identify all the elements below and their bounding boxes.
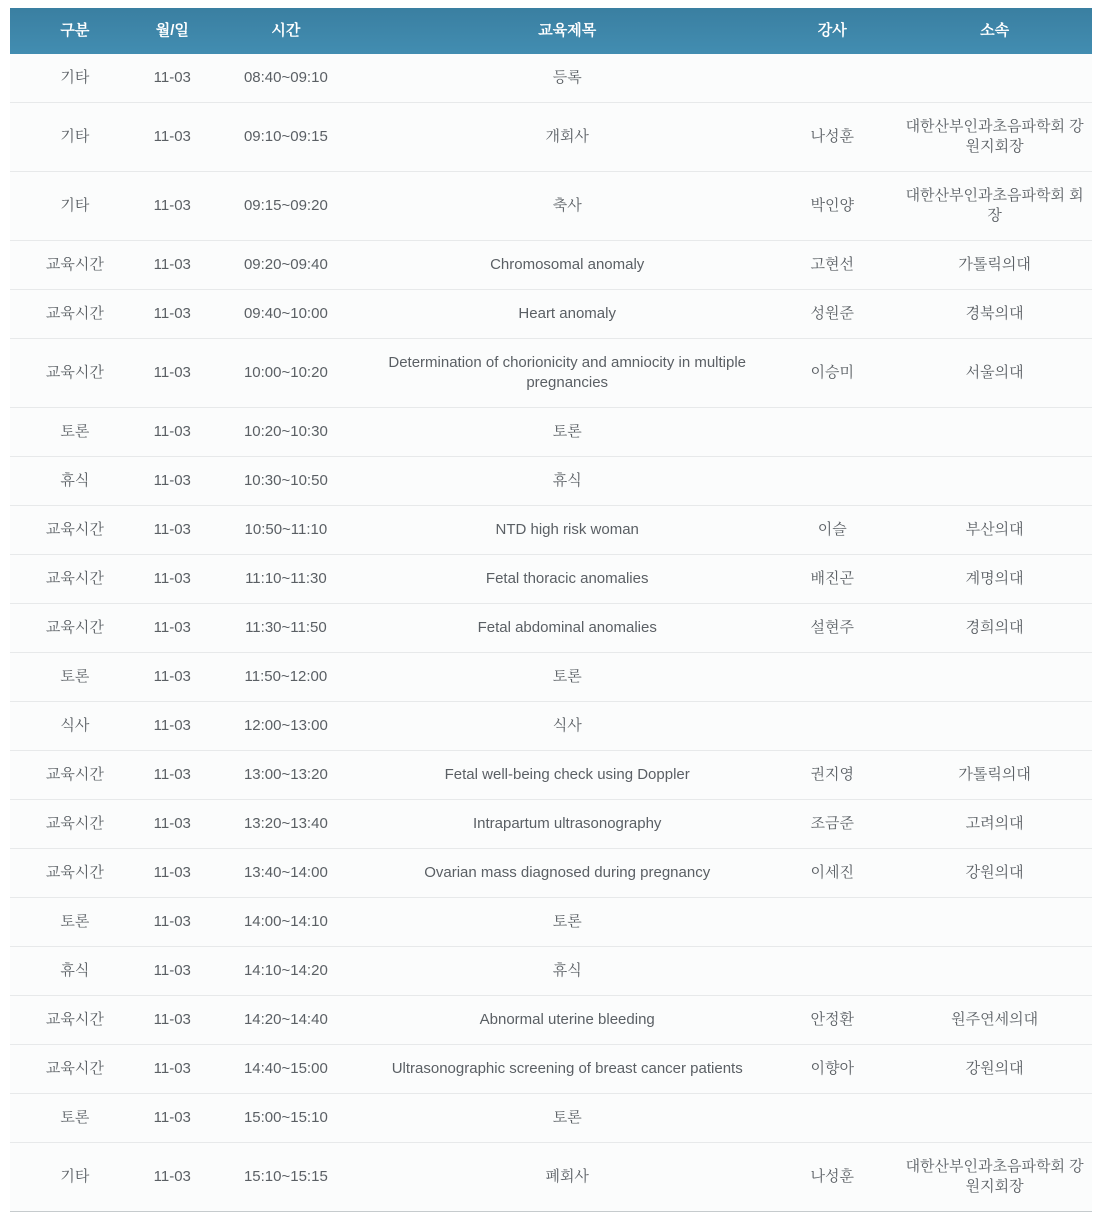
cell-affiliation: 가톨릭의대 (897, 241, 1092, 290)
cell-time: 14:10~14:20 (205, 947, 367, 996)
table-row (10, 604, 1092, 653)
cell-title: Fetal thoracic anomalies (367, 555, 767, 604)
cell-title: 식사 (367, 702, 767, 751)
cell-affiliation (897, 898, 1092, 947)
cell-time: 15:10~15:15 (205, 1143, 367, 1212)
cell-date: 11-03 (140, 653, 205, 702)
table-row (10, 653, 1092, 702)
cell-title: Determination of chorionicity and amniocity in multiple pregnancies (367, 339, 767, 408)
cell-date: 11-03 (140, 457, 205, 506)
cell-title: 축사 (367, 172, 767, 241)
cell-title: 등록 (367, 54, 767, 103)
cell-instructor: 고현선 (767, 241, 897, 290)
cell-instructor: 배진곤 (767, 555, 897, 604)
cell-time: 11:50~12:00 (205, 653, 367, 702)
cell-title: Abnormal uterine bleeding (367, 996, 767, 1045)
cell-time: 14:00~14:10 (205, 898, 367, 947)
cell-time: 11:30~11:50 (205, 604, 367, 653)
cell-instructor: 이슬 (767, 506, 897, 555)
cell-title: 휴식 (367, 947, 767, 996)
cell-category: 교육시간 (10, 800, 140, 849)
cell-category: 교육시간 (10, 1045, 140, 1094)
cell-instructor: 안정환 (767, 996, 897, 1045)
cell-title: 토론 (367, 408, 767, 457)
cell-instructor (767, 898, 897, 947)
cell-date: 11-03 (140, 898, 205, 947)
cell-affiliation: 가톨릭의대 (897, 751, 1092, 800)
cell-affiliation (897, 408, 1092, 457)
table-row (10, 54, 1092, 103)
cell-category: 교육시간 (10, 751, 140, 800)
table-row (10, 172, 1092, 241)
cell-title: Ovarian mass diagnosed during pregnancy (367, 849, 767, 898)
table-row (10, 1094, 1092, 1143)
table-row (10, 996, 1092, 1045)
table-row (10, 751, 1092, 800)
cell-date: 11-03 (140, 54, 205, 103)
cell-category: 기타 (10, 172, 140, 241)
cell-affiliation (897, 54, 1092, 103)
cell-category: 교육시간 (10, 339, 140, 408)
cell-instructor (767, 947, 897, 996)
cell-time: 09:20~09:40 (205, 241, 367, 290)
column-header-category: 구분 (10, 8, 140, 54)
cell-time: 08:40~09:10 (205, 54, 367, 103)
column-header-time: 시간 (205, 8, 367, 54)
cell-time: 13:40~14:00 (205, 849, 367, 898)
cell-time: 09:15~09:20 (205, 172, 367, 241)
cell-date: 11-03 (140, 555, 205, 604)
cell-time: 13:00~13:20 (205, 751, 367, 800)
cell-affiliation: 부산의대 (897, 506, 1092, 555)
cell-affiliation: 경북의대 (897, 290, 1092, 339)
cell-title: 토론 (367, 898, 767, 947)
cell-affiliation: 고려의대 (897, 800, 1092, 849)
cell-time: 09:40~10:00 (205, 290, 367, 339)
cell-category: 교육시간 (10, 996, 140, 1045)
table-row (10, 800, 1092, 849)
table-row (10, 103, 1092, 172)
cell-date: 11-03 (140, 290, 205, 339)
cell-category: 휴식 (10, 457, 140, 506)
cell-date: 11-03 (140, 604, 205, 653)
cell-time: 12:00~13:00 (205, 702, 367, 751)
cell-affiliation: 서울의대 (897, 339, 1092, 408)
cell-category: 교육시간 (10, 849, 140, 898)
table-header-row (10, 8, 1092, 54)
cell-date: 11-03 (140, 172, 205, 241)
cell-affiliation: 계명의대 (897, 555, 1092, 604)
cell-instructor: 이향아 (767, 1045, 897, 1094)
table-row (10, 457, 1092, 506)
cell-title: Intrapartum ultrasonography (367, 800, 767, 849)
cell-date: 11-03 (140, 702, 205, 751)
cell-affiliation: 대한산부인과초음파학회 강원지회장 (897, 1143, 1092, 1212)
cell-date: 11-03 (140, 1094, 205, 1143)
cell-date: 11-03 (140, 408, 205, 457)
table-row (10, 1143, 1092, 1212)
cell-category: 토론 (10, 1094, 140, 1143)
table-row (10, 849, 1092, 898)
table-row (10, 898, 1092, 947)
table-row (10, 947, 1092, 996)
cell-date: 11-03 (140, 506, 205, 555)
table-row (10, 555, 1092, 604)
cell-time: 14:20~14:40 (205, 996, 367, 1045)
cell-time: 10:50~11:10 (205, 506, 367, 555)
cell-title: 폐회사 (367, 1143, 767, 1212)
cell-time: 15:00~15:10 (205, 1094, 367, 1143)
cell-affiliation (897, 947, 1092, 996)
cell-instructor: 이승미 (767, 339, 897, 408)
schedule-table-body (10, 54, 1092, 1212)
cell-category: 기타 (10, 103, 140, 172)
cell-date: 11-03 (140, 947, 205, 996)
cell-affiliation (897, 653, 1092, 702)
cell-instructor (767, 1094, 897, 1143)
cell-date: 11-03 (140, 1045, 205, 1094)
cell-affiliation: 강원의대 (897, 1045, 1092, 1094)
cell-time: 14:40~15:00 (205, 1045, 367, 1094)
cell-category: 토론 (10, 898, 140, 947)
cell-time: 11:10~11:30 (205, 555, 367, 604)
cell-category: 교육시간 (10, 506, 140, 555)
cell-date: 11-03 (140, 849, 205, 898)
cell-instructor (767, 702, 897, 751)
cell-time: 13:20~13:40 (205, 800, 367, 849)
cell-category: 교육시간 (10, 555, 140, 604)
table-row (10, 702, 1092, 751)
cell-affiliation (897, 702, 1092, 751)
cell-category: 기타 (10, 1143, 140, 1212)
table-row (10, 1045, 1092, 1094)
cell-category: 식사 (10, 702, 140, 751)
cell-instructor: 성원준 (767, 290, 897, 339)
cell-instructor: 나성훈 (767, 103, 897, 172)
cell-instructor: 설현주 (767, 604, 897, 653)
cell-category: 교육시간 (10, 290, 140, 339)
cell-affiliation: 대한산부인과초음파학회 회장 (897, 172, 1092, 241)
cell-affiliation: 경희의대 (897, 604, 1092, 653)
cell-instructor: 나성훈 (767, 1143, 897, 1212)
cell-instructor: 권지영 (767, 751, 897, 800)
cell-title: 토론 (367, 1094, 767, 1143)
cell-title: 개회사 (367, 103, 767, 172)
cell-instructor: 박인양 (767, 172, 897, 241)
column-header-date: 월/일 (140, 8, 205, 54)
cell-title: Fetal well-being check using Doppler (367, 751, 767, 800)
cell-title: Ultrasonographic screening of breast cancer patients (367, 1045, 767, 1094)
cell-date: 11-03 (140, 339, 205, 408)
cell-title: Fetal abdominal anomalies (367, 604, 767, 653)
cell-date: 11-03 (140, 1143, 205, 1212)
cell-instructor (767, 653, 897, 702)
cell-title: 토론 (367, 653, 767, 702)
cell-time: 09:10~09:15 (205, 103, 367, 172)
cell-category: 토론 (10, 408, 140, 457)
table-row (10, 290, 1092, 339)
cell-affiliation (897, 457, 1092, 506)
cell-date: 11-03 (140, 241, 205, 290)
cell-category: 휴식 (10, 947, 140, 996)
cell-time: 10:00~10:20 (205, 339, 367, 408)
cell-time: 10:20~10:30 (205, 408, 367, 457)
cell-affiliation: 대한산부인과초음파학회 강원지회장 (897, 103, 1092, 172)
cell-time: 10:30~10:50 (205, 457, 367, 506)
education-schedule-table (10, 8, 1092, 1212)
cell-date: 11-03 (140, 751, 205, 800)
cell-date: 11-03 (140, 996, 205, 1045)
cell-instructor (767, 457, 897, 506)
cell-instructor: 조금준 (767, 800, 897, 849)
table-row (10, 408, 1092, 457)
cell-instructor (767, 54, 897, 103)
cell-category: 교육시간 (10, 604, 140, 653)
cell-title: Heart anomaly (367, 290, 767, 339)
cell-category: 교육시간 (10, 241, 140, 290)
column-header-instructor: 강사 (767, 8, 897, 54)
cell-instructor: 이세진 (767, 849, 897, 898)
table-row (10, 506, 1092, 555)
cell-title: Chromosomal anomaly (367, 241, 767, 290)
cell-title: NTD high risk woman (367, 506, 767, 555)
column-header-affiliation: 소속 (897, 8, 1092, 54)
table-row (10, 241, 1092, 290)
cell-date: 11-03 (140, 800, 205, 849)
column-header-title: 교육제목 (367, 8, 767, 54)
cell-category: 토론 (10, 653, 140, 702)
cell-affiliation (897, 1094, 1092, 1143)
cell-affiliation: 원주연세의대 (897, 996, 1092, 1045)
cell-date: 11-03 (140, 103, 205, 172)
cell-category: 기타 (10, 54, 140, 103)
cell-affiliation: 강원의대 (897, 849, 1092, 898)
cell-title: 휴식 (367, 457, 767, 506)
table-row (10, 339, 1092, 408)
cell-instructor (767, 408, 897, 457)
